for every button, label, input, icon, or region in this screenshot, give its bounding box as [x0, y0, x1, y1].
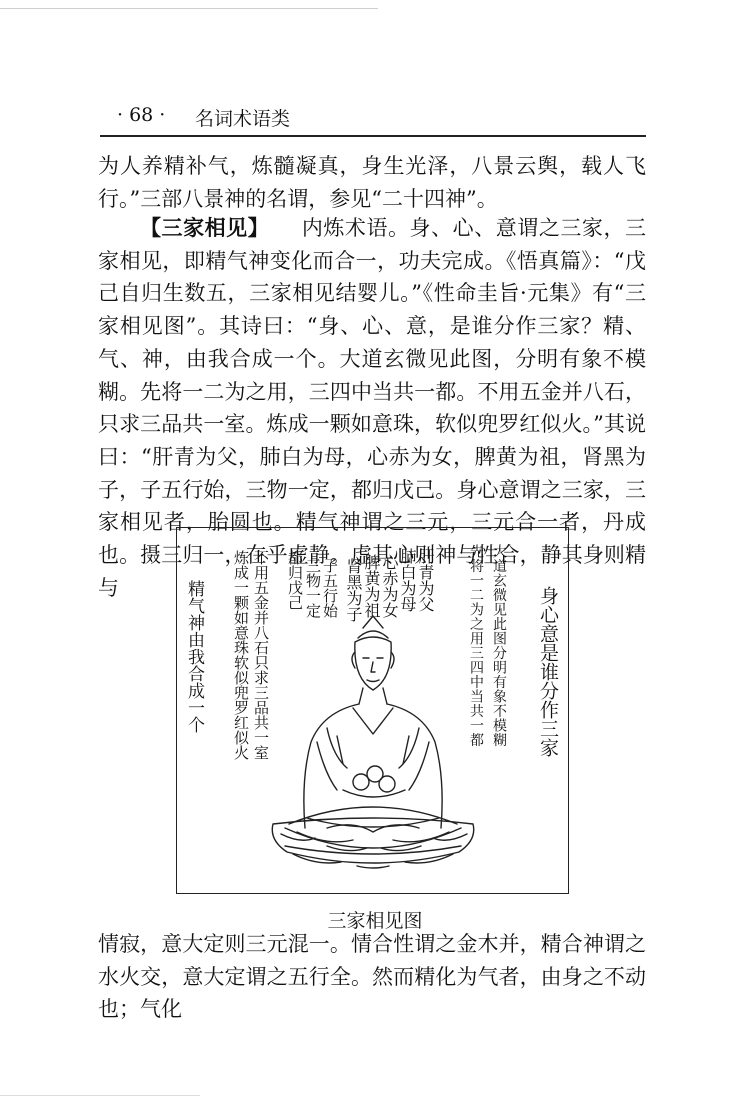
paragraph-after-figure: 情寂，意大定则三元混一。情合性谓之金木并，精合神谓之水火交，意大定谓之五行全。然而精化为气者，由身之不动也；气化 — [98, 932, 646, 1022]
inscription-mid-1: 肝青为父 — [416, 548, 435, 612]
inscription-mid-3: 心赤为女 — [380, 554, 399, 618]
inscription-mid-5: 肾黑为子 — [344, 558, 363, 622]
inscription-mid-2: 肺白为母 — [398, 548, 417, 612]
meditating-figure-drawing — [177, 528, 569, 894]
figure-caption: 三家相见图 — [327, 910, 423, 932]
inscription-left-2: 炼成一颗如意珠软似兜罗红似火 — [232, 550, 250, 760]
inscription-far-left: 精气神由我合成一个 — [184, 580, 204, 733]
inscription-mid-6: 子五行始 — [321, 558, 339, 618]
header-rule — [100, 135, 646, 137]
paragraph-continuation: 为人养精补气，炼髓凝真，身生光泽，八景云舆，载人飞行。”三部八景神的名谓，参见“二十四神”。 — [98, 154, 646, 211]
scan-bottom-mark — [0, 1095, 200, 1096]
inscription-left-1: 不用五金并八石只求三品共一室 — [252, 550, 270, 760]
inscription-right-2: 先将一二为之用三四中当共一都 — [468, 544, 484, 747]
entry-body: 内炼术语。身、心、意谓之三家，三家相见，即精气神变化而合一，功夫完成。《悟真篇》：“戊己自归生数五，三家相见结婴儿。”《性命圭旨·元集》有“三家相见图”。其诗曰：“身、心、意，是谁分作三家？精、气、神，由我合成一个。大道玄微见此图，分明有象不模糊。先将一二为之用，三四中当共一都。不用五金并八石，只求三品共一室。炼成一颗如意珠，软似兜罗红似火。”其说曰：“肝青为父，肺白为母，心赤为女，脾黄为祖，肾黑为子，子五行始，三物一定，都归戊己。身心意谓之三家，三家相见者，胎圆也。精气神谓之三元，三元合一者，丹成也。摄三归一，在乎虚静。虚其心则神与性合，静其身则精与 — [98, 216, 647, 600]
inscription-mid-7: 三物一定 — [304, 558, 322, 618]
inscription-right-1: 大道玄微见此图分明有象不模糊 — [491, 544, 507, 747]
inscription-far-right: 身心意是谁分作三家 — [537, 586, 559, 757]
page-number: · 68 · — [117, 104, 166, 126]
inscription-mid-8: 都归戊己 — [286, 550, 304, 610]
scan-edge-line — [0, 8, 378, 9]
section-title: 名词术语类 — [195, 108, 291, 130]
entry-term: 【三家相见】 — [140, 215, 270, 240]
sanjia-xiangjian-illustration — [176, 527, 569, 894]
inscription-mid-4: 脾黄为祖 — [362, 554, 381, 618]
